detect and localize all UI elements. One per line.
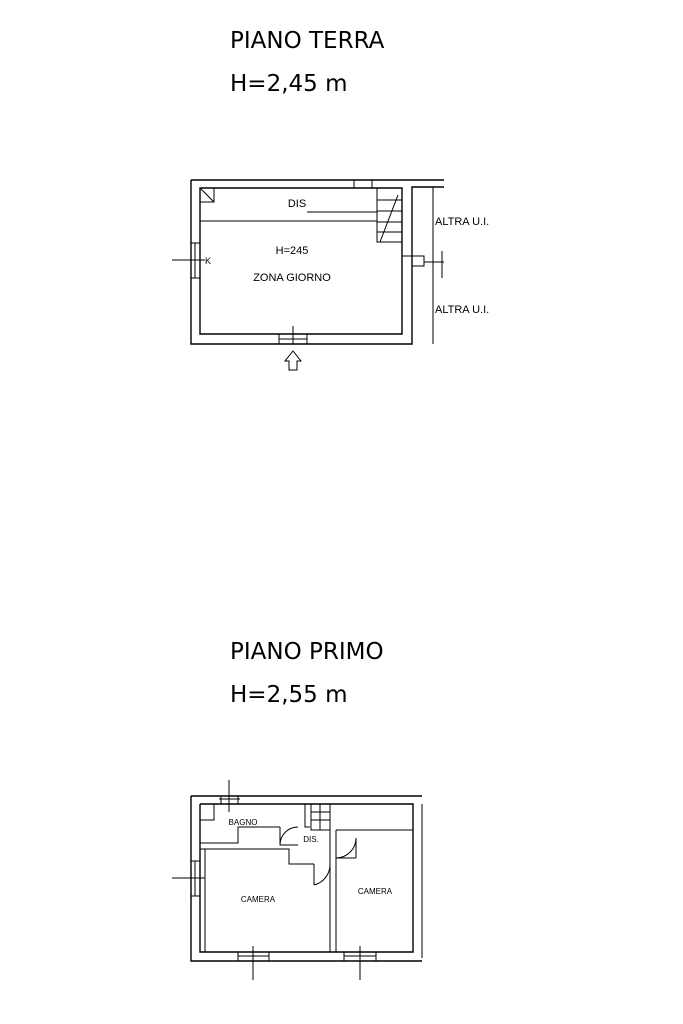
room-height-label: H=245	[275, 245, 309, 257]
entrance-arrow-icon	[285, 351, 301, 370]
bedroom-partition	[330, 830, 336, 952]
k-label: K	[205, 256, 212, 266]
first-floor-plan	[172, 780, 422, 980]
other-unit-label-1: ALTRA U.I.	[435, 216, 490, 228]
first-floor-bottom-window-left	[238, 946, 269, 980]
room-label-camera-left: CAMERA	[240, 895, 276, 904]
room-label-dis-first: DIS.	[303, 835, 319, 844]
bathroom-fixture	[200, 804, 214, 820]
neighbour-door	[402, 251, 444, 278]
corridor-divider	[200, 212, 377, 221]
bathroom-door	[280, 827, 298, 845]
ground-floor-outer-wall	[191, 180, 444, 344]
top-window	[354, 180, 372, 188]
bedroom-left-door	[314, 864, 330, 885]
room-label-bagno: BAGNO	[228, 818, 258, 827]
ground-floor-title: PIANO TERRA	[230, 28, 385, 54]
first-floor-title: PIANO PRIMO	[230, 639, 384, 665]
ground-floor-plan	[172, 180, 489, 370]
bedroom-left-top-wall	[200, 849, 314, 864]
bathroom-window	[219, 780, 240, 812]
first-floor-height: H=2,55 m	[230, 682, 348, 708]
staircase	[377, 188, 402, 242]
bedroom-right-door	[336, 838, 356, 858]
ground-floor-height: H=2,45 m	[230, 71, 348, 97]
first-floor-outer-wall	[191, 796, 422, 961]
room-label-zona-giorno: ZONA GIORNO	[253, 272, 331, 284]
other-unit-label-2: ALTRA U.I.	[435, 304, 490, 316]
first-floor-bottom-window-right	[344, 946, 376, 980]
bottom-window	[279, 326, 307, 344]
room-label-camera-right: CAMERA	[357, 887, 393, 896]
cabinet-symbol	[200, 188, 214, 202]
left-window	[172, 243, 205, 278]
first-floor-left-window	[172, 861, 205, 896]
first-floor-staircase	[311, 804, 330, 830]
room-label-dis: DIS	[287, 198, 307, 210]
